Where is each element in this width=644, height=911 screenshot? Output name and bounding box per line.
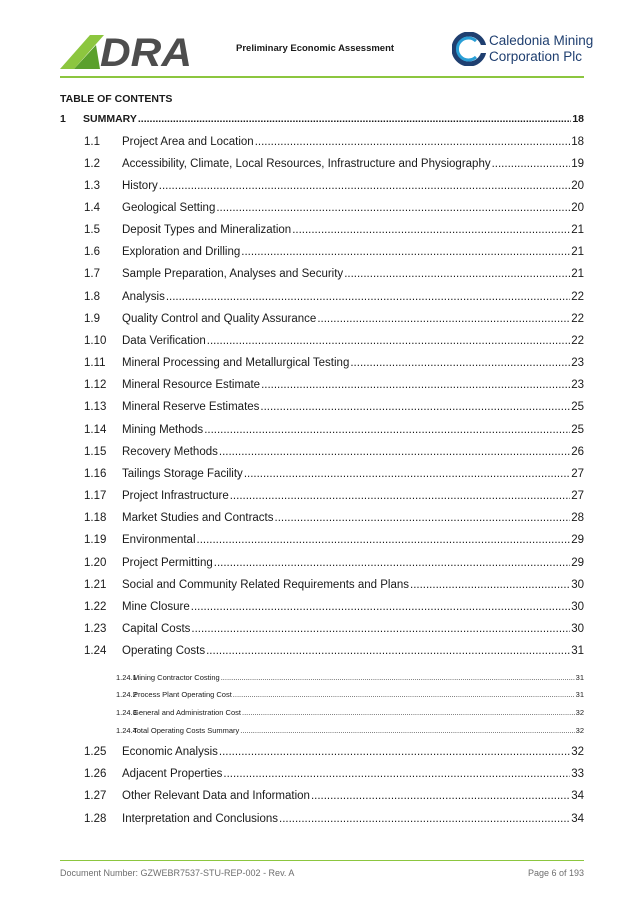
- toc-entry-page: 21: [571, 268, 584, 280]
- toc-entry-page: 30: [571, 601, 584, 613]
- toc-entry-page: 18: [572, 113, 584, 125]
- caledonia-emblem-icon: [452, 32, 486, 66]
- toc-entry[interactable]: [60, 490, 584, 506]
- toc-dot-leader: [240, 726, 574, 735]
- toc-entry[interactable]: [60, 468, 584, 484]
- toc-entry-title: Operating Costs: [122, 645, 206, 657]
- toc-entry[interactable]: [60, 113, 584, 127]
- toc-entry[interactable]: [60, 379, 584, 395]
- toc-entry-title: Mineral Processing and Metallurgical Testing: [122, 357, 350, 369]
- toc-entry-number: 1.6: [84, 246, 100, 258]
- toc-entry-title: Quality Control and Quality Assurance: [122, 313, 317, 325]
- toc-entry-page: 31: [571, 645, 584, 657]
- toc-entry-page: 34: [571, 790, 584, 802]
- toc-entry-number: 1.3: [84, 180, 100, 192]
- toc-entry-number: 1: [60, 113, 66, 125]
- toc-entry-title: SUMMARY: [83, 113, 137, 125]
- toc-entry-page: 22: [571, 335, 584, 347]
- caledonia-name-line1: Caledonia Mining: [489, 33, 594, 48]
- toc-entry-page: 25: [571, 424, 584, 436]
- toc-entry-title: Interpretation and Conclusions: [122, 813, 278, 825]
- toc-entry-page: 30: [571, 579, 584, 591]
- toc-entry-number: 1.17: [84, 490, 107, 502]
- document-number: Document Number: GZWEBR7537-STU-REP-002 - Rev. A: [60, 868, 295, 878]
- toc-entry-number: 1.22: [84, 601, 107, 613]
- toc-dot-leader: [241, 246, 570, 258]
- toc-entry-number: 1.2: [84, 158, 100, 170]
- toc-entry-title: Accessibility, Climate, Local Resources, Infrastructure and Physiography: [122, 158, 491, 170]
- page-number: Page 6 of 193: [527, 868, 584, 878]
- toc-entry[interactable]: [60, 623, 584, 639]
- toc-dot-leader: [216, 202, 570, 214]
- toc-dot-leader: [275, 512, 571, 524]
- toc-entry[interactable]: [60, 768, 584, 784]
- toc-entry-title: Mining Methods: [122, 424, 204, 436]
- toc-entry-title: Economic Analysis: [122, 746, 218, 758]
- toc-entry-title: Tailings Storage Facility: [122, 468, 243, 480]
- toc-entry[interactable]: [60, 158, 584, 174]
- toc-dot-leader: [230, 490, 570, 502]
- toc-entry-page: 22: [571, 313, 584, 325]
- toc-entry[interactable]: [60, 313, 584, 329]
- toc-dot-leader: [197, 534, 571, 546]
- dra-logo: [60, 33, 196, 69]
- footer-divider: [60, 860, 584, 861]
- toc-entry-title: Recovery Methods: [122, 446, 218, 458]
- toc-dot-leader: [219, 746, 570, 758]
- toc-entry-page: 33: [571, 768, 584, 780]
- toc-entry[interactable]: [60, 708, 584, 718]
- toc-entry[interactable]: [60, 534, 584, 550]
- toc-entry[interactable]: [60, 673, 584, 683]
- toc-entry[interactable]: [60, 180, 584, 196]
- toc-entry[interactable]: [60, 224, 584, 240]
- toc-entry-page: 34: [571, 813, 584, 825]
- toc-entry-title: Project Infrastructure: [122, 490, 229, 502]
- toc-entry-page: 22: [571, 291, 584, 303]
- header-divider: [60, 76, 584, 78]
- toc-entry[interactable]: [60, 579, 584, 595]
- toc-dot-leader: [492, 158, 571, 170]
- toc-entry-page: 27: [571, 468, 584, 480]
- toc-entry-number: 1.27: [84, 790, 107, 802]
- toc-entry-number: 1.8: [84, 291, 100, 303]
- toc-entry-title: Adjacent Properties: [122, 768, 223, 780]
- toc-dot-leader: [166, 291, 570, 303]
- toc-entry-number: 1.16: [84, 468, 107, 480]
- toc-entry-page: 28: [571, 512, 584, 524]
- toc-entry-title: Market Studies and Contracts: [122, 512, 274, 524]
- toc-entry-page: 23: [571, 379, 584, 391]
- toc-entry-page: 32: [575, 708, 584, 717]
- toc-dot-leader: [350, 357, 570, 369]
- toc-entry-title: Process Plant Operating Cost: [133, 690, 232, 699]
- toc-entry[interactable]: [60, 202, 584, 218]
- toc-entry-title: Project Area and Location: [122, 136, 254, 148]
- toc-entry-page: 19: [571, 158, 584, 170]
- toc-entry-title: Social and Community Related Requirements and Plans: [122, 579, 410, 591]
- toc-entry-page: 20: [571, 202, 584, 214]
- toc-dot-leader: [207, 335, 570, 347]
- toc-entry[interactable]: [60, 813, 584, 829]
- caledonia-name-line2: Corporation Plc: [489, 49, 583, 64]
- toc-entry-number: 1.5: [84, 224, 100, 236]
- toc-entry-title: Data Verification: [122, 335, 206, 347]
- toc-entry[interactable]: [60, 401, 584, 417]
- toc-entry[interactable]: [60, 335, 584, 351]
- toc-entry-number: 1.23: [84, 623, 107, 635]
- toc-entry-page: 21: [571, 224, 584, 236]
- toc-dot-leader: [311, 790, 570, 802]
- toc-entry-page: 27: [571, 490, 584, 502]
- toc-entry-page: 32: [575, 726, 584, 735]
- toc-dot-leader: [191, 623, 570, 635]
- toc-entry-number: 1.19: [84, 534, 107, 546]
- toc-dot-leader: [233, 690, 575, 699]
- toc-dot-leader: [159, 180, 570, 192]
- toc-entry[interactable]: [60, 557, 584, 573]
- toc-entry-number: 1.20: [84, 557, 107, 569]
- toc-dot-leader: [279, 813, 570, 825]
- caledonia-logo: [452, 30, 592, 70]
- toc-entry-title: Geological Setting: [122, 202, 216, 214]
- toc-dot-leader: [191, 601, 570, 613]
- toc-dot-leader: [204, 424, 570, 436]
- toc-entry-number: 1.11: [84, 357, 106, 369]
- toc-dot-leader: [206, 645, 570, 657]
- toc-entry-title: Analysis: [122, 291, 165, 303]
- document-title: Preliminary Economic Assessment: [236, 43, 395, 54]
- toc-entry[interactable]: [60, 512, 584, 528]
- toc-entry-page: 20: [571, 180, 584, 192]
- toc-entry[interactable]: [60, 601, 584, 617]
- toc-entry-number: 1.4: [84, 202, 100, 214]
- toc-entry-title: Exploration and Drilling: [122, 246, 241, 258]
- toc-entry[interactable]: [60, 726, 584, 736]
- toc-entry-title: Environmental: [122, 534, 196, 546]
- toc-dot-leader: [410, 579, 570, 591]
- toc-dot-leader: [219, 446, 570, 458]
- toc-entry[interactable]: [60, 268, 584, 284]
- toc-entry-number: 1.28: [84, 813, 107, 825]
- toc-entry-page: 23: [571, 357, 584, 369]
- toc-entry-number: 1.24.4: [116, 726, 137, 735]
- toc-entry-number: 1.18: [84, 512, 107, 524]
- toc-entry-title: Other Relevant Data and Information: [122, 790, 310, 802]
- toc-entry-page: 29: [571, 557, 584, 569]
- toc-entry-number: 1.24.1: [116, 673, 137, 682]
- toc-dot-leader: [223, 768, 570, 780]
- toc-entry[interactable]: [60, 790, 584, 806]
- toc-entry-page: 31: [575, 690, 584, 699]
- toc-dot-leader: [255, 136, 571, 148]
- toc-entry-number: 1.21: [84, 579, 107, 591]
- toc-entry-title: Project Permitting: [122, 557, 213, 569]
- toc-entry[interactable]: [60, 424, 584, 440]
- toc-entry-title: Capital Costs: [122, 623, 191, 635]
- toc-entry[interactable]: [60, 645, 584, 661]
- toc-dot-leader: [244, 468, 570, 480]
- toc-dot-leader: [138, 113, 571, 125]
- toc-entry-number: 1.24: [84, 645, 107, 657]
- toc-entry-page: 29: [571, 534, 584, 546]
- toc-entry-number: 1.26: [84, 768, 107, 780]
- toc-dot-leader: [242, 708, 575, 717]
- toc-entry-number: 1.14: [84, 424, 107, 436]
- toc-entry-number: 1.9: [84, 313, 100, 325]
- toc-entry-number: 1.7: [84, 268, 100, 280]
- toc-entry-page: 18: [571, 136, 584, 148]
- toc-dot-leader: [292, 224, 570, 236]
- toc-entry-title: Mineral Resource Estimate: [122, 379, 261, 391]
- toc-entry-number: 1.25: [84, 746, 107, 758]
- toc-entry-number: 1.24.2: [116, 690, 137, 699]
- toc-entry-title: History: [122, 180, 158, 192]
- toc-entry-title: Deposit Types and Mineralization: [122, 224, 292, 236]
- toc-entry[interactable]: [60, 746, 584, 762]
- toc-entry-number: 1.10: [84, 335, 107, 347]
- toc-entry-title: Total Operating Costs Summary: [133, 726, 240, 735]
- dra-logo-text: DRA: [100, 33, 192, 69]
- toc-entry[interactable]: [60, 246, 584, 262]
- toc-dot-leader: [317, 313, 570, 325]
- toc-dot-leader: [260, 401, 570, 413]
- toc-entry-page: 26: [571, 446, 584, 458]
- toc-entry-page: 30: [571, 623, 584, 635]
- toc-entry-number: 1.1: [84, 136, 100, 148]
- toc-entry-number: 1.24.3: [116, 708, 137, 717]
- toc-dot-leader: [214, 557, 570, 569]
- toc-entry-number: 1.13: [84, 401, 107, 413]
- toc-dot-leader: [261, 379, 570, 391]
- toc-entry[interactable]: [60, 291, 584, 307]
- toc-entry-page: 21: [571, 246, 584, 258]
- toc-dot-leader: [221, 673, 575, 682]
- toc-entry-number: 1.12: [84, 379, 107, 391]
- toc-entry[interactable]: [60, 446, 584, 462]
- toc-entry-page: 31: [575, 673, 584, 682]
- toc-entry-page: 32: [571, 746, 584, 758]
- toc-entry-title: Mine Closure: [122, 601, 190, 613]
- toc-entry[interactable]: [60, 357, 584, 373]
- toc-entry-title: Mineral Reserve Estimates: [122, 401, 260, 413]
- page-header: [0, 0, 644, 80]
- toc-entry-title: Sample Preparation, Analyses and Security: [122, 268, 344, 280]
- toc-entry-title: Mining Contractor Costing: [133, 673, 220, 682]
- toc-entry[interactable]: [60, 136, 584, 152]
- toc-entry-title: General and Administration Cost: [133, 708, 241, 717]
- toc-entry-number: 1.15: [84, 446, 107, 458]
- toc-entry-page: 25: [571, 401, 584, 413]
- toc-entry[interactable]: [60, 690, 584, 700]
- toc-dot-leader: [344, 268, 570, 280]
- toc-heading: TABLE OF CONTENTS: [60, 93, 173, 105]
